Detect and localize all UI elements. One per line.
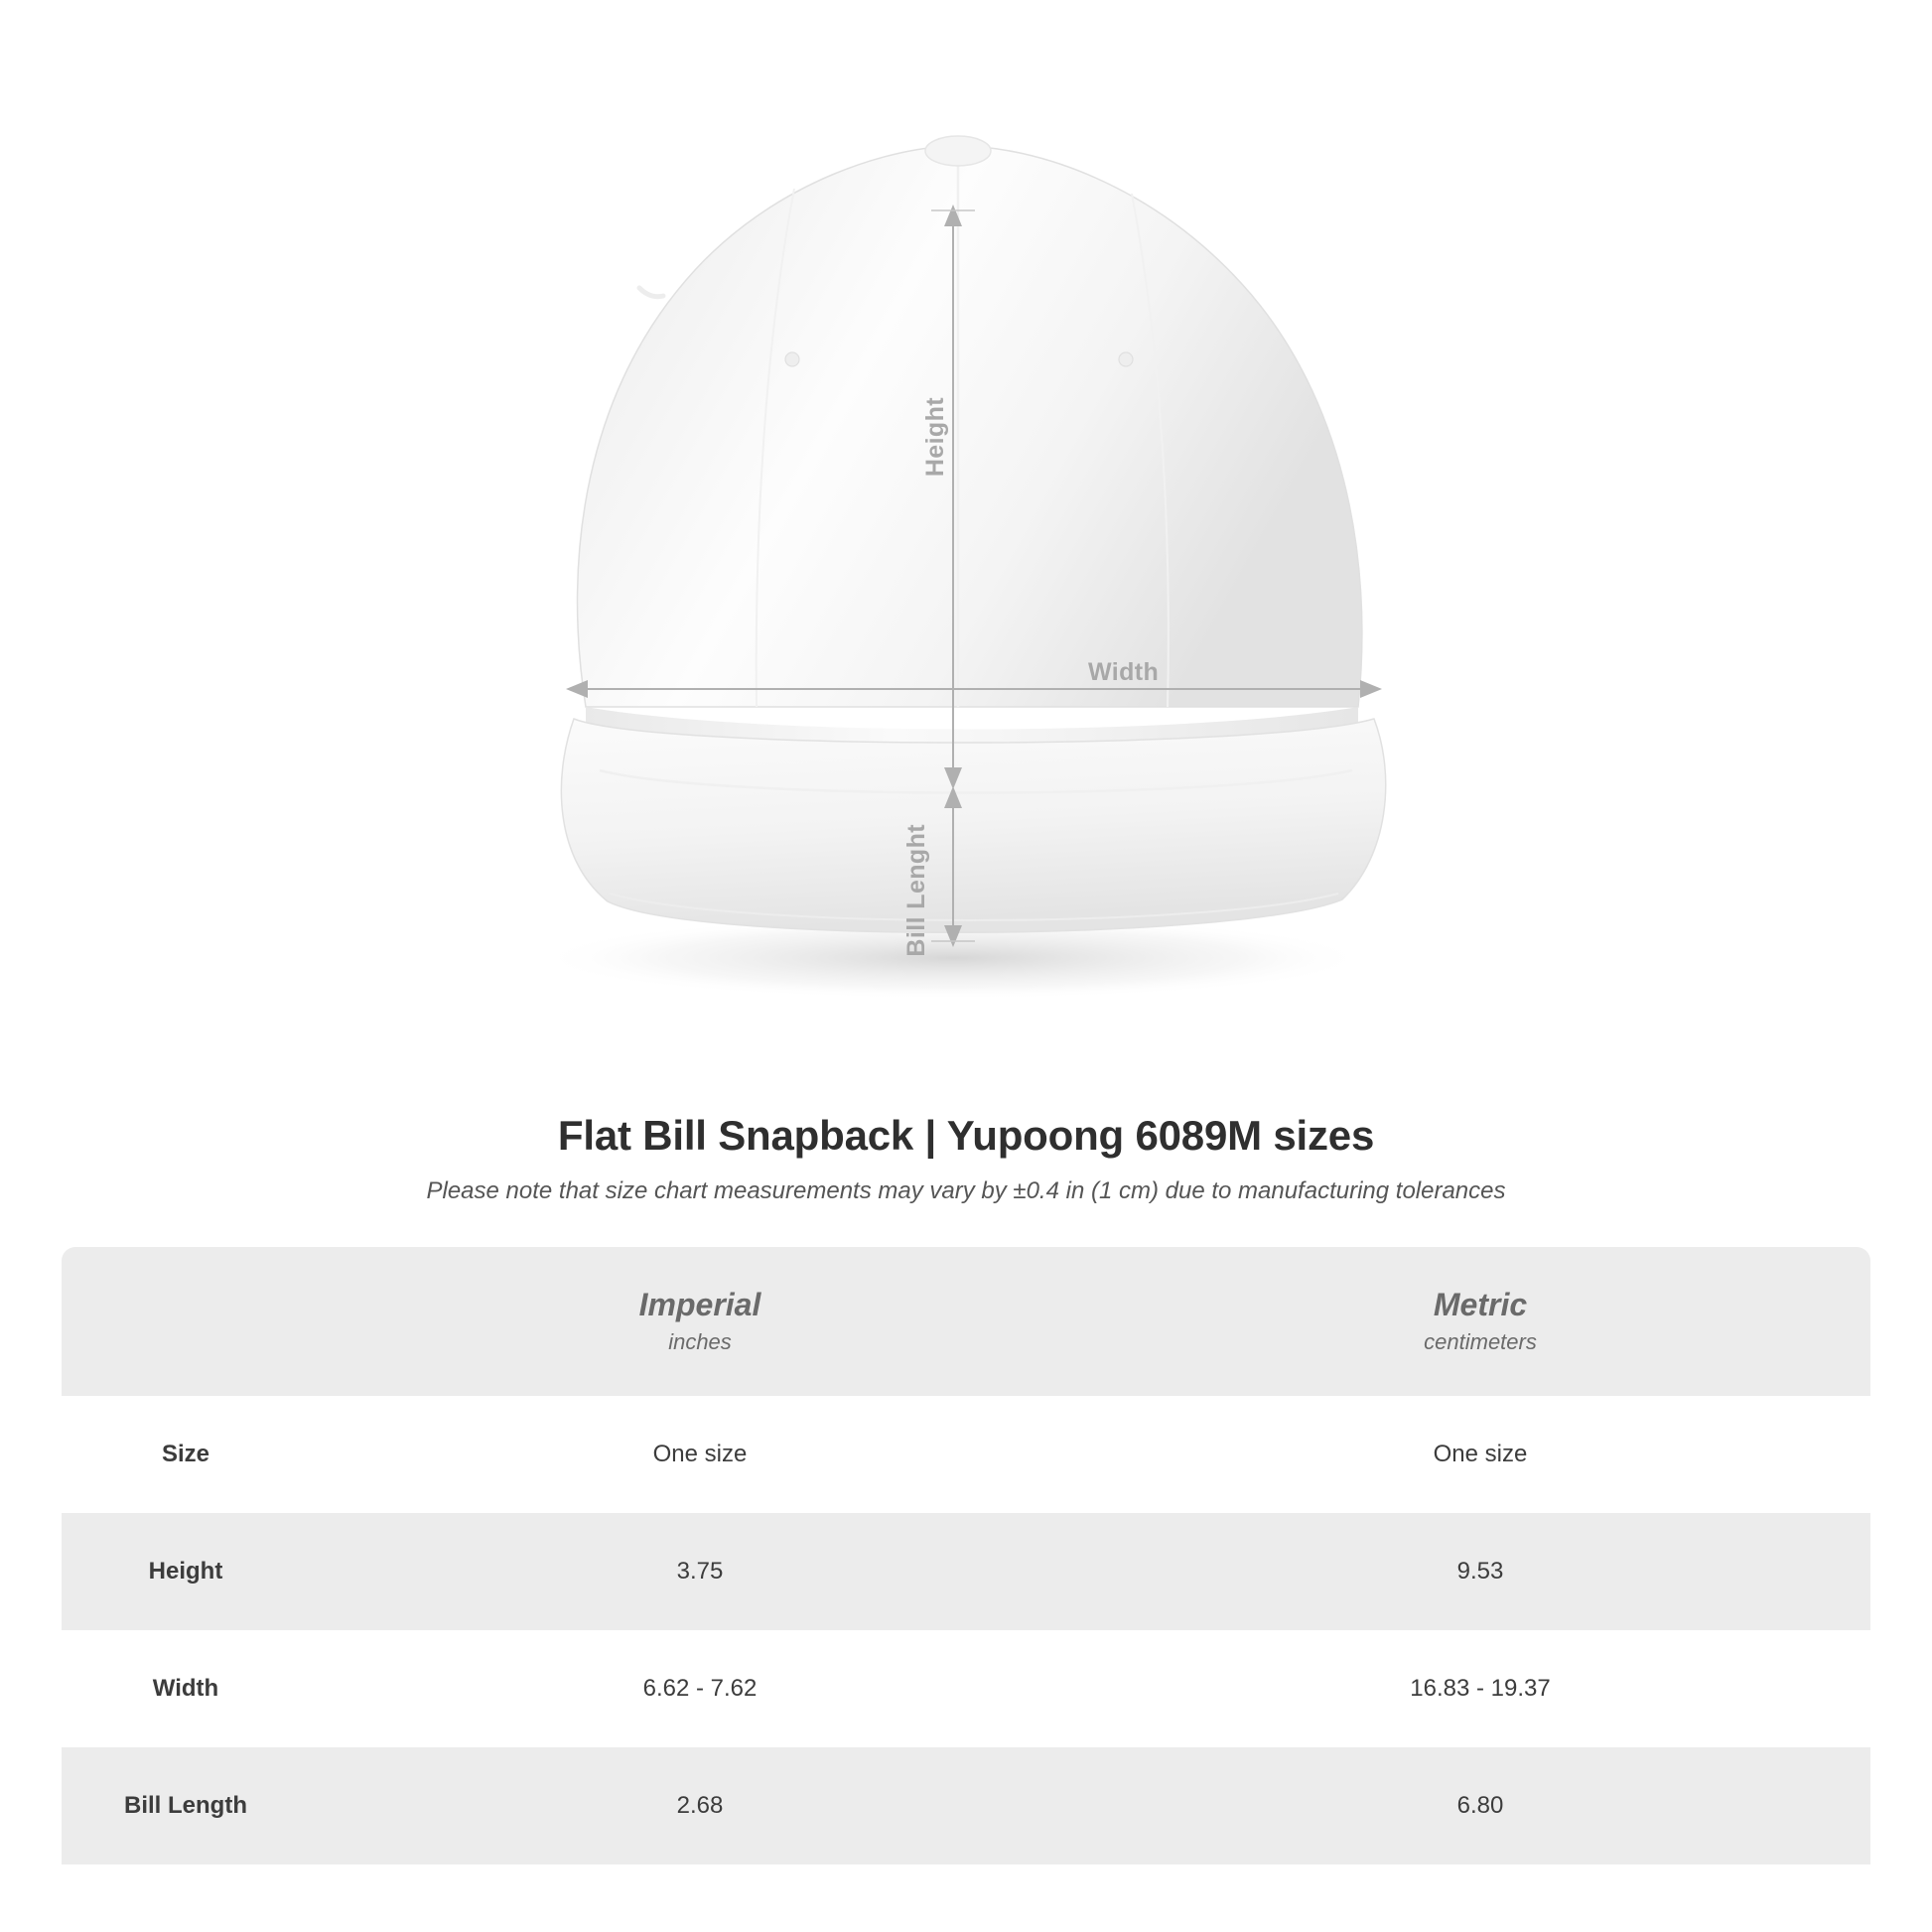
row-label-height: Height <box>62 1513 310 1630</box>
cell-width-metric: 16.83 - 19.37 <box>1410 1675 1551 1702</box>
row-label-size: Size <box>161 1441 210 1467</box>
header-metric-unit: centimeters <box>1424 1328 1537 1354</box>
header-imperial <box>310 1247 1090 1396</box>
tolerance-note: Please note that size chart measurements may vary by ±0.4 in (1 cm) due to manufacturing tolerances <box>426 1177 1506 1204</box>
table-row <box>62 1747 1870 1864</box>
table-row <box>62 1396 1870 1513</box>
cell-size-imperial: One size <box>652 1441 748 1467</box>
header-imperial-unit: inches <box>668 1328 732 1354</box>
table-row <box>62 1513 1870 1630</box>
table-row <box>62 1630 1870 1747</box>
header-metric-name: Metric <box>1433 1287 1528 1323</box>
height-dimension-label: Height <box>921 397 949 478</box>
cell-width-imperial: 6.62 - 7.62 <box>642 1675 758 1702</box>
table-header-row <box>62 1247 1870 1396</box>
bill-dimension-label-line2: Lenght <box>902 824 930 909</box>
width-dimension-label: Width <box>1088 658 1160 686</box>
cell-height-metric: 9.53 <box>1090 1513 1870 1630</box>
bill-length-dimension-label <box>902 824 966 957</box>
title-block <box>0 1112 1932 1205</box>
size-table-wrapper <box>62 1247 1870 1864</box>
header-empty-cell <box>62 1247 310 1396</box>
header-imperial-name: Imperial <box>638 1287 761 1323</box>
cell-size-metric: One size <box>1433 1441 1528 1467</box>
cell-bill-length-metric: 6.80 <box>1090 1747 1870 1864</box>
header-metric <box>1090 1247 1870 1396</box>
cell-height-imperial: 3.75 <box>310 1513 1090 1630</box>
row-label-bill-length: Bill Length <box>62 1747 310 1864</box>
row-label-width: Width <box>152 1675 219 1702</box>
size-table <box>62 1247 1870 1864</box>
bill-dimension-label-line1: Bill <box>902 916 930 957</box>
page-title: Flat Bill Snapback | Yupoong 6089M sizes <box>557 1112 1375 1159</box>
cell-bill-length-imperial: 2.68 <box>310 1747 1090 1864</box>
